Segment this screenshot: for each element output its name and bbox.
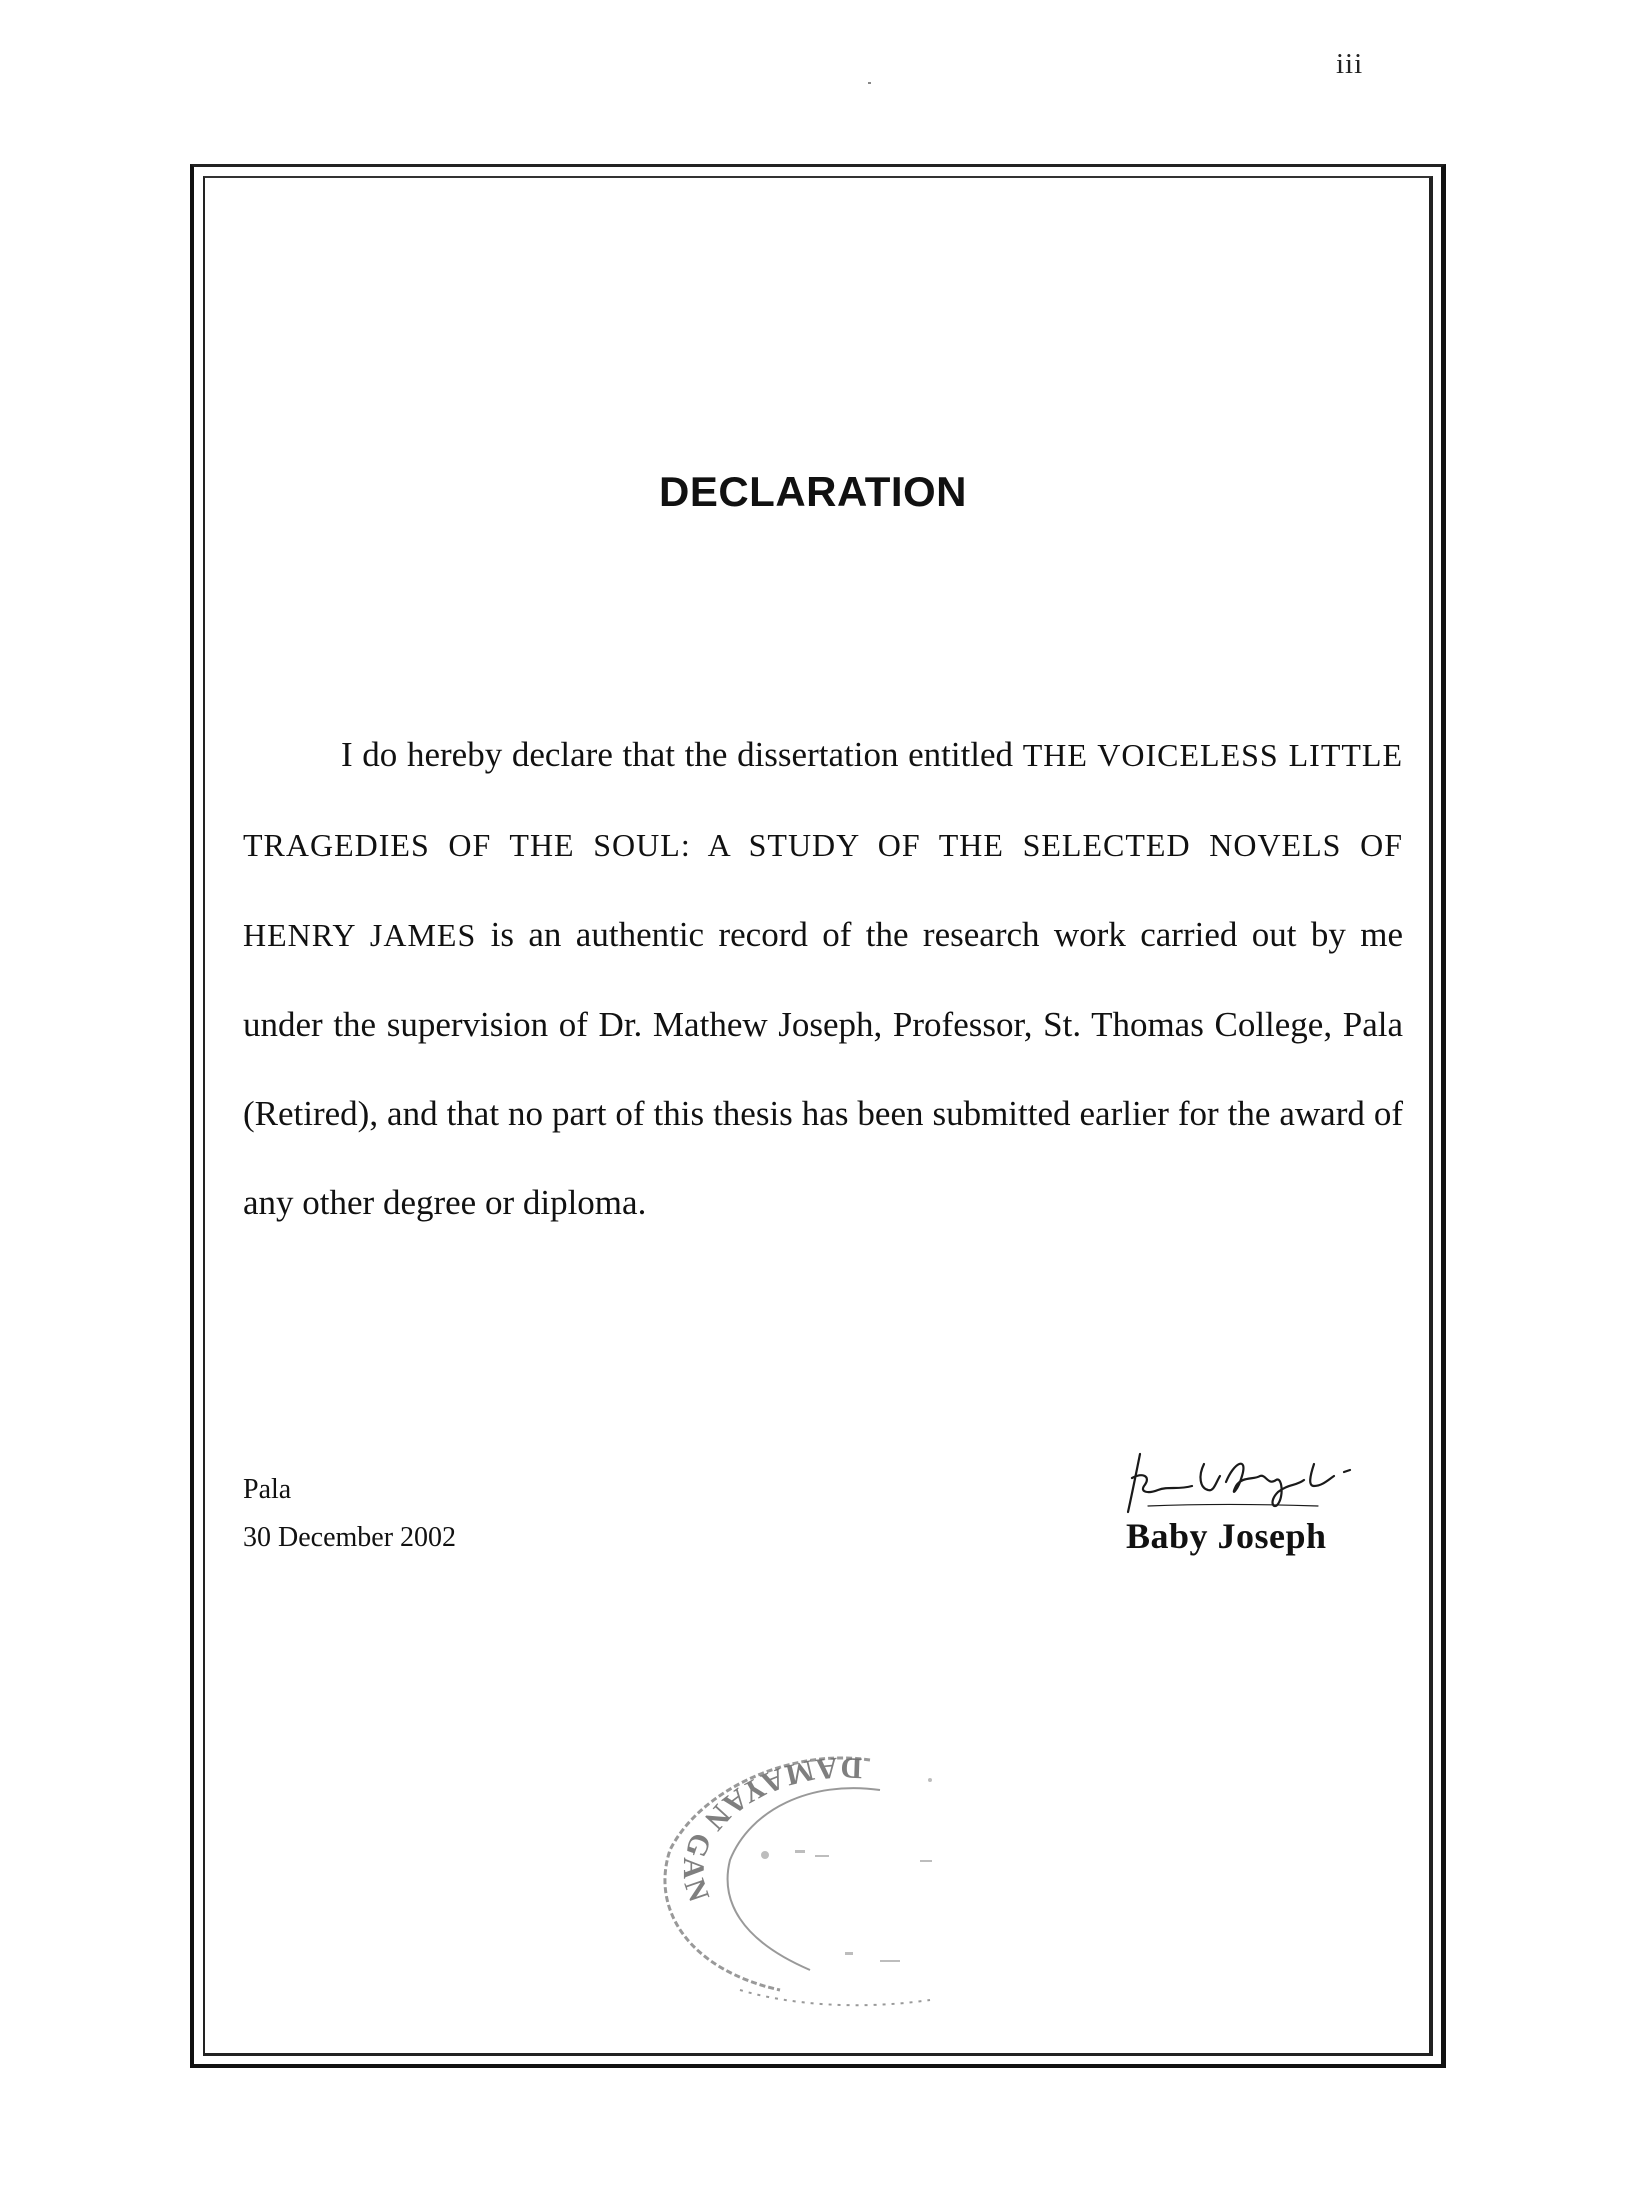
page-title: DECLARATION <box>658 468 968 515</box>
thesis-title: THE VOICELESS LITTLE TRAGEDIES OF THE SOUL: A STUDY OF THE SELECTED NOVELS OF HENRY JAMES <box>243 737 1403 953</box>
seal-partial-text: DAMAYAN GAN <box>676 1750 863 1910</box>
svg-text:DAMAYAN GAN <box>677 1751 863 1910</box>
declaration-intro: I do hereby declare that the dissertation entitled <box>341 735 1014 774</box>
scan-speck <box>868 82 871 84</box>
date: 30 December 2002 <box>243 1522 457 1553</box>
signatory-name: Baby Joseph <box>1126 1516 1327 1556</box>
institution-seal <box>630 1720 950 2020</box>
page-number: iii <box>1336 48 1364 80</box>
declaration-paragraph <box>243 710 1403 1247</box>
place: Pala <box>243 1474 292 1505</box>
handwritten-signature <box>1118 1446 1358 1518</box>
declaration-body: is an authentic record of the research work carried out by me under the supervision of Dr. Mathew Joseph, Professor, St. Thomas College, Pala (Retired), and that no part of this thesis has been submitted earlier for the award of any other degree or diploma. <box>243 915 1403 1222</box>
